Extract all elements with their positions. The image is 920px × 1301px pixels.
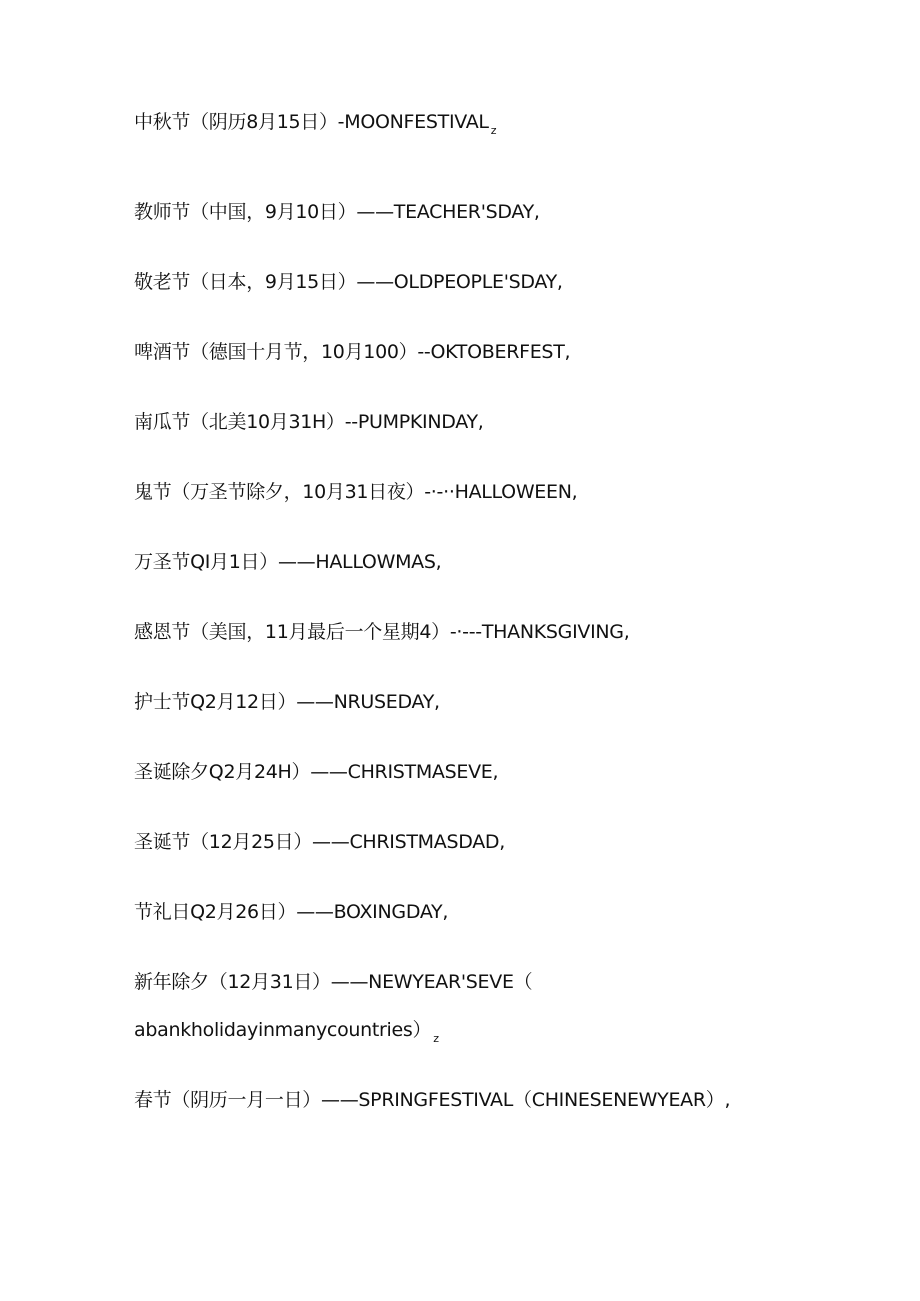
text-line-new-years-eve-continued: abankholidayinmanycountries） $_z$ xyxy=(134,1019,439,1045)
text-line-thanksgiving: 感恩节（美国，11月最后一个星期4）-·---THANKSGIVING, xyxy=(134,621,630,643)
text-line-pumpkin-day: 南瓜节（北美10月31H）--PUMPKINDAY, xyxy=(134,411,484,433)
text-line-nurses-day: 护士节Q2月12日）——NRUSEDAY, xyxy=(134,691,440,713)
text-line-christmas-day: 圣诞节（12月25日）——CHRISTMASDAD, xyxy=(134,831,505,853)
subscript-mark: z xyxy=(433,1032,439,1045)
text-line-teachers-day: 教师节（中国，9月10日）——TEACHER'SDAY, xyxy=(134,201,540,223)
text-line-old-peoples-day: 敬老节（日本，9月15日）——OLDPEOPLE'SDAY, xyxy=(134,271,563,293)
text-line-oktoberfest: 啤酒节（德国十月节，10月100）--OKTOBERFEST, xyxy=(134,341,571,363)
text-line-hallowmas: 万圣节QI月1日）——HALLOWMAS, xyxy=(134,551,442,573)
text-line-halloween: 鬼节（万圣节除夕，10月31日夜）-·-··HALLOWEEN, xyxy=(134,481,578,503)
text-line-christmas-eve: 圣诞除夕Q2月24H）——CHRISTMASEVE, xyxy=(134,761,499,783)
text-line-new-years-eve: 新年除夕（12月31日）——NEWYEAR'SEVE（ xyxy=(134,971,533,993)
text-line-spring-festival: 春节（阴历一月一日）——SPRINGFESTIVAL（CHINESENEWYEAR）, xyxy=(134,1089,731,1111)
subscript-mark: z xyxy=(490,124,497,137)
text-line-moon-festival: 中秋节（阴历8月15日）-MOONFESTIVAL $_z$ xyxy=(134,111,497,137)
text-line-boxing-day: 节礼日Q2月26日）——BOXINGDAY, xyxy=(134,901,449,923)
